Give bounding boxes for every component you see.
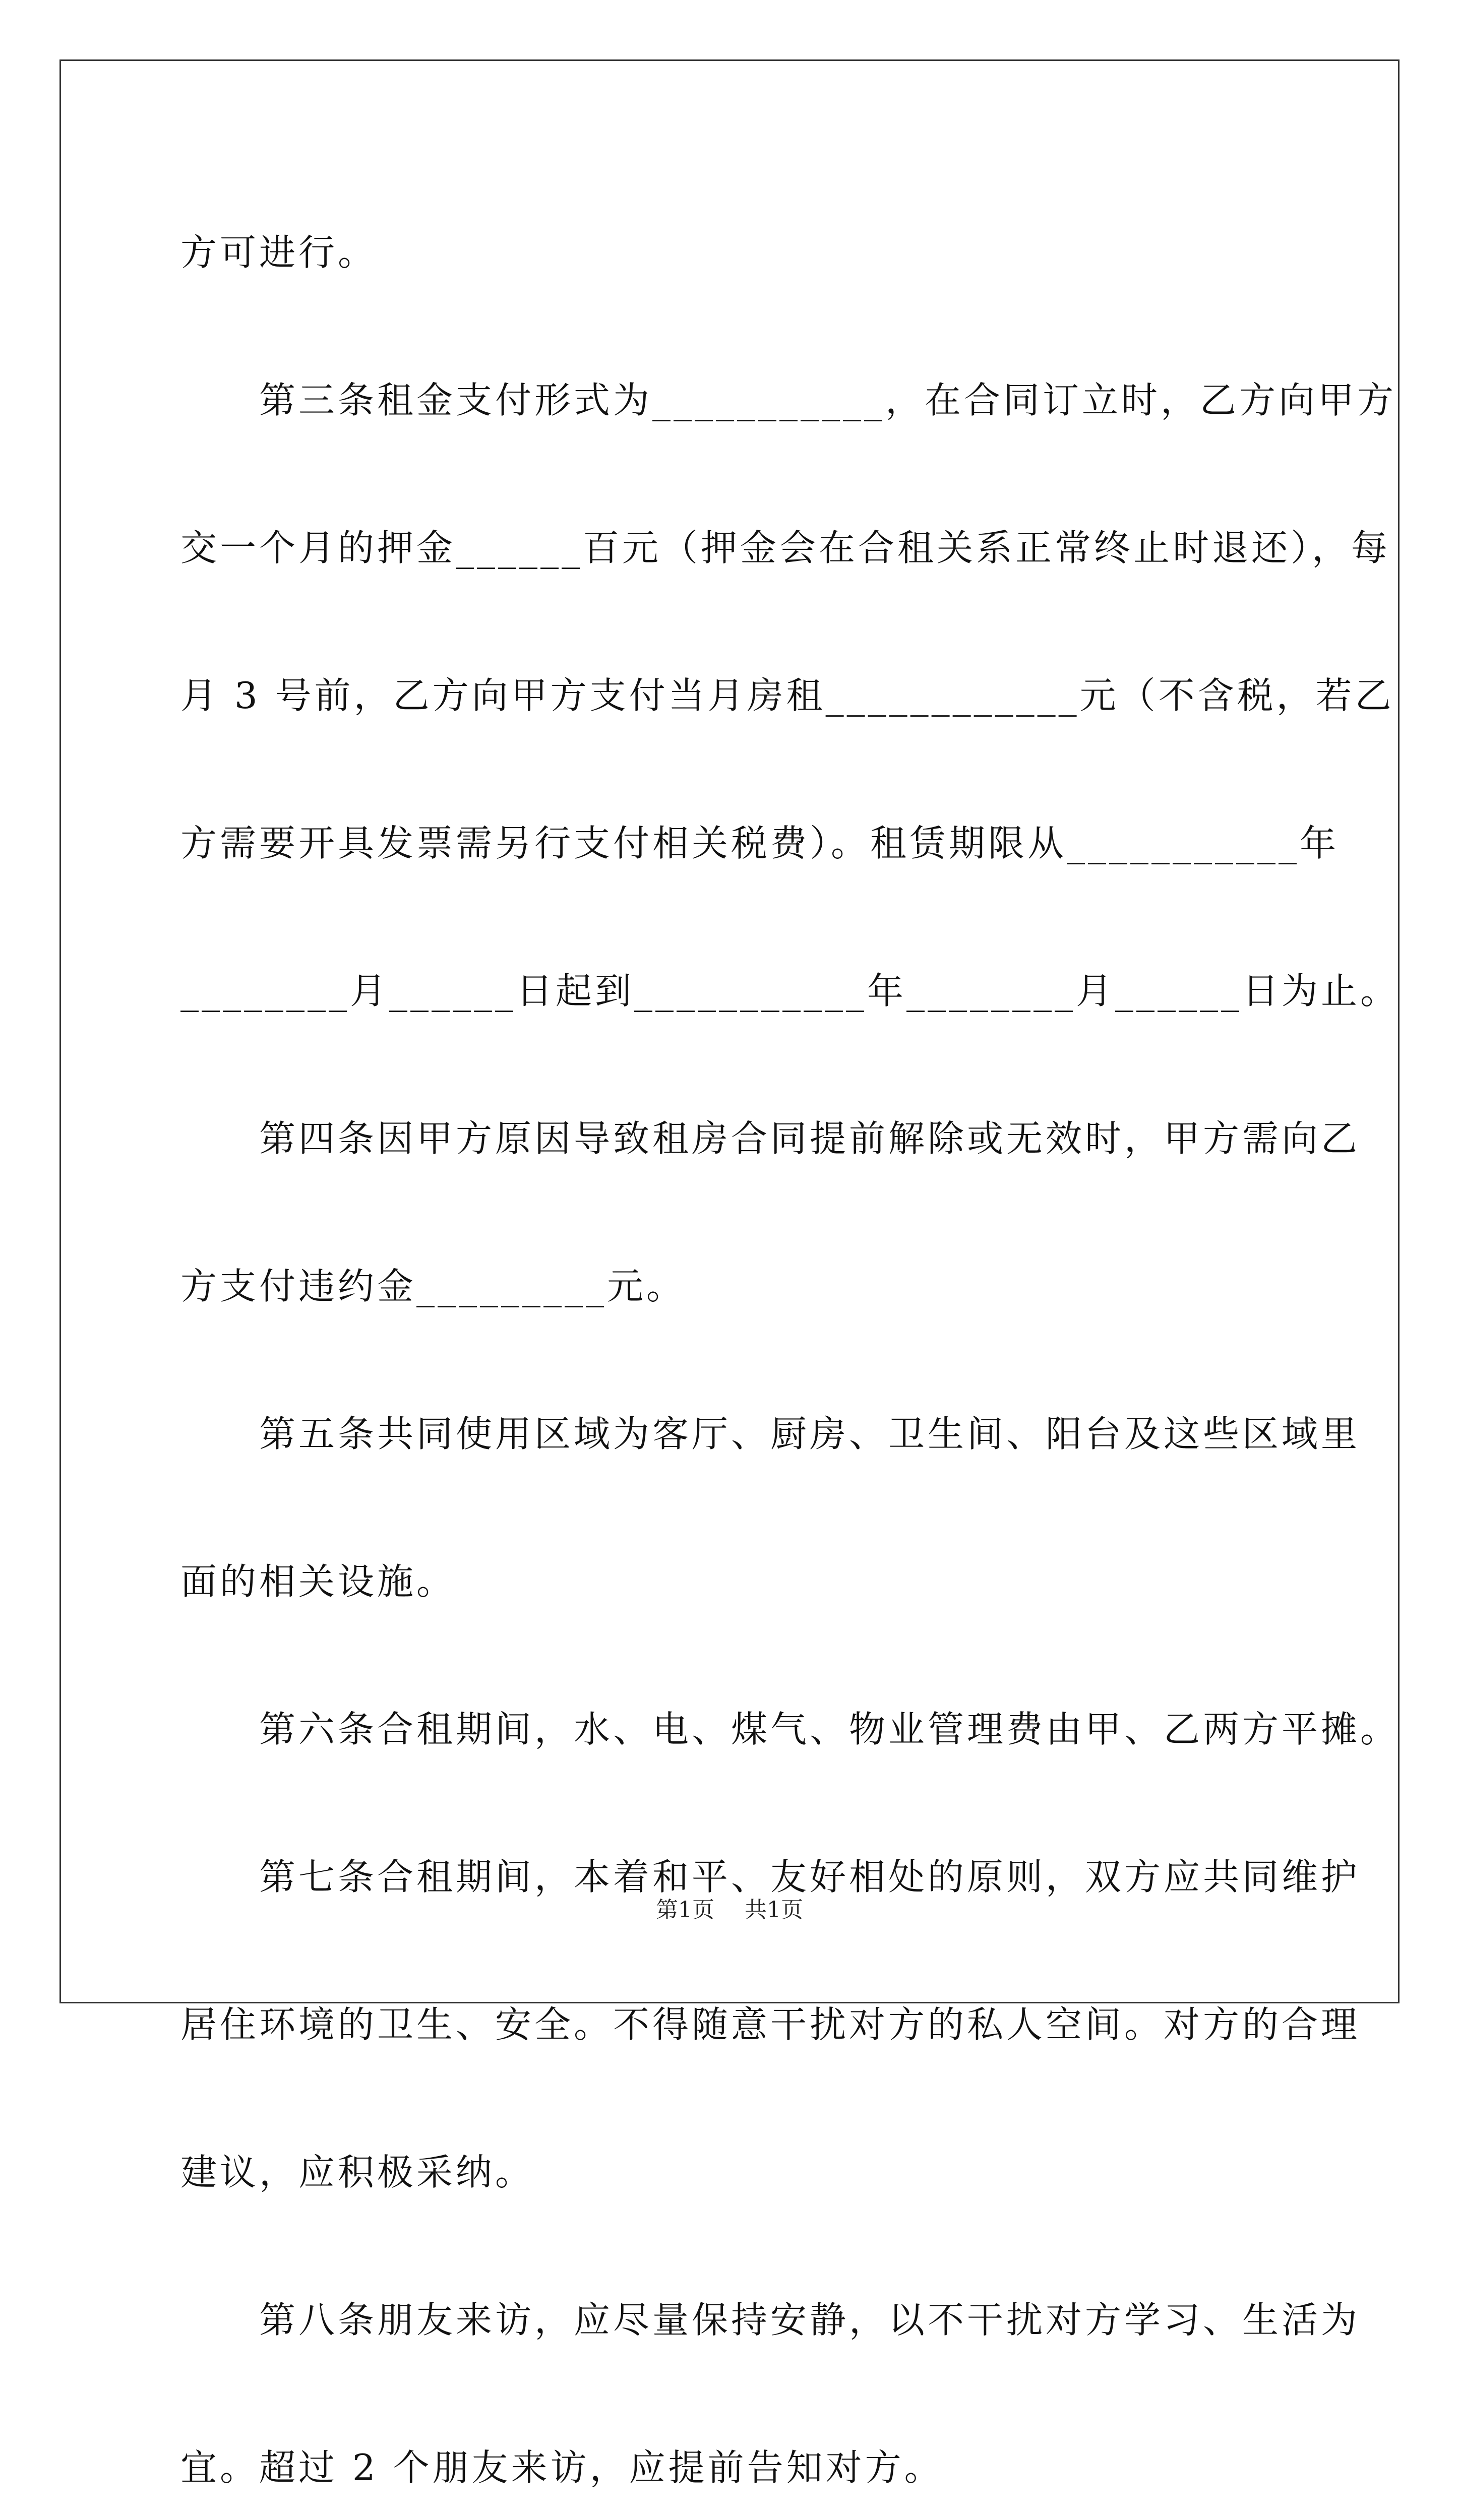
text-line: 建议，应积极采纳。 [180,2151,535,2193]
text-line: ________月______日起到___________年________月______日为止。 [180,970,1400,1012]
text-line: 第六条合租期间，水、电、煤气、物业管理费由甲、乙两方平摊。 [180,1708,1400,1750]
text-line: 方支付违约金_________元。 [180,1265,686,1307]
text-line: 第八条朋友来访，应尽量保持安静，以不干扰对方学习、生活为 [180,2299,1361,2341]
page-current: 第1页 [656,1897,714,1923]
text-line: 月 3 号前，乙方向甲方支付当月房租____________元（不含税，若乙 [180,674,1394,717]
text-line: 交一个月的押金______百元（押金会在合租关系正常终止时退还），每 [180,527,1391,569]
text-line: 面的相关设施。 [180,1560,456,1603]
text-line: 第五条共同使用区域为客厅、厨房、卫生间、阳台及这些区域里 [180,1413,1361,1455]
text-line: 居住环境的卫生、安全。不得随意干扰对方的私人空间。对方的合理 [180,2003,1361,2046]
text-line: 方需要开具发票需另行支付相关税费）。租赁期限从___________年 [180,822,1340,864]
document-body [180,179,1400,2520]
page-footer [0,1895,1459,1925]
text-line: 第七条合租期间，本着和平、友好相处的原则，双方应共同维护 [180,1856,1361,1898]
text-line: 第三条租金支付形式为___________，在合同订立时，乙方向甲方 [180,379,1397,421]
text-line: 宜。超过 2 个朋友来访，应提前告知对方。 [180,2446,944,2489]
text-line: 方可进行。 [180,231,378,274]
text-line: 第四条因甲方原因导致租房合同提前解除或无效时，甲方需向乙 [180,1117,1361,1160]
page-total: 共1页 [745,1897,803,1923]
